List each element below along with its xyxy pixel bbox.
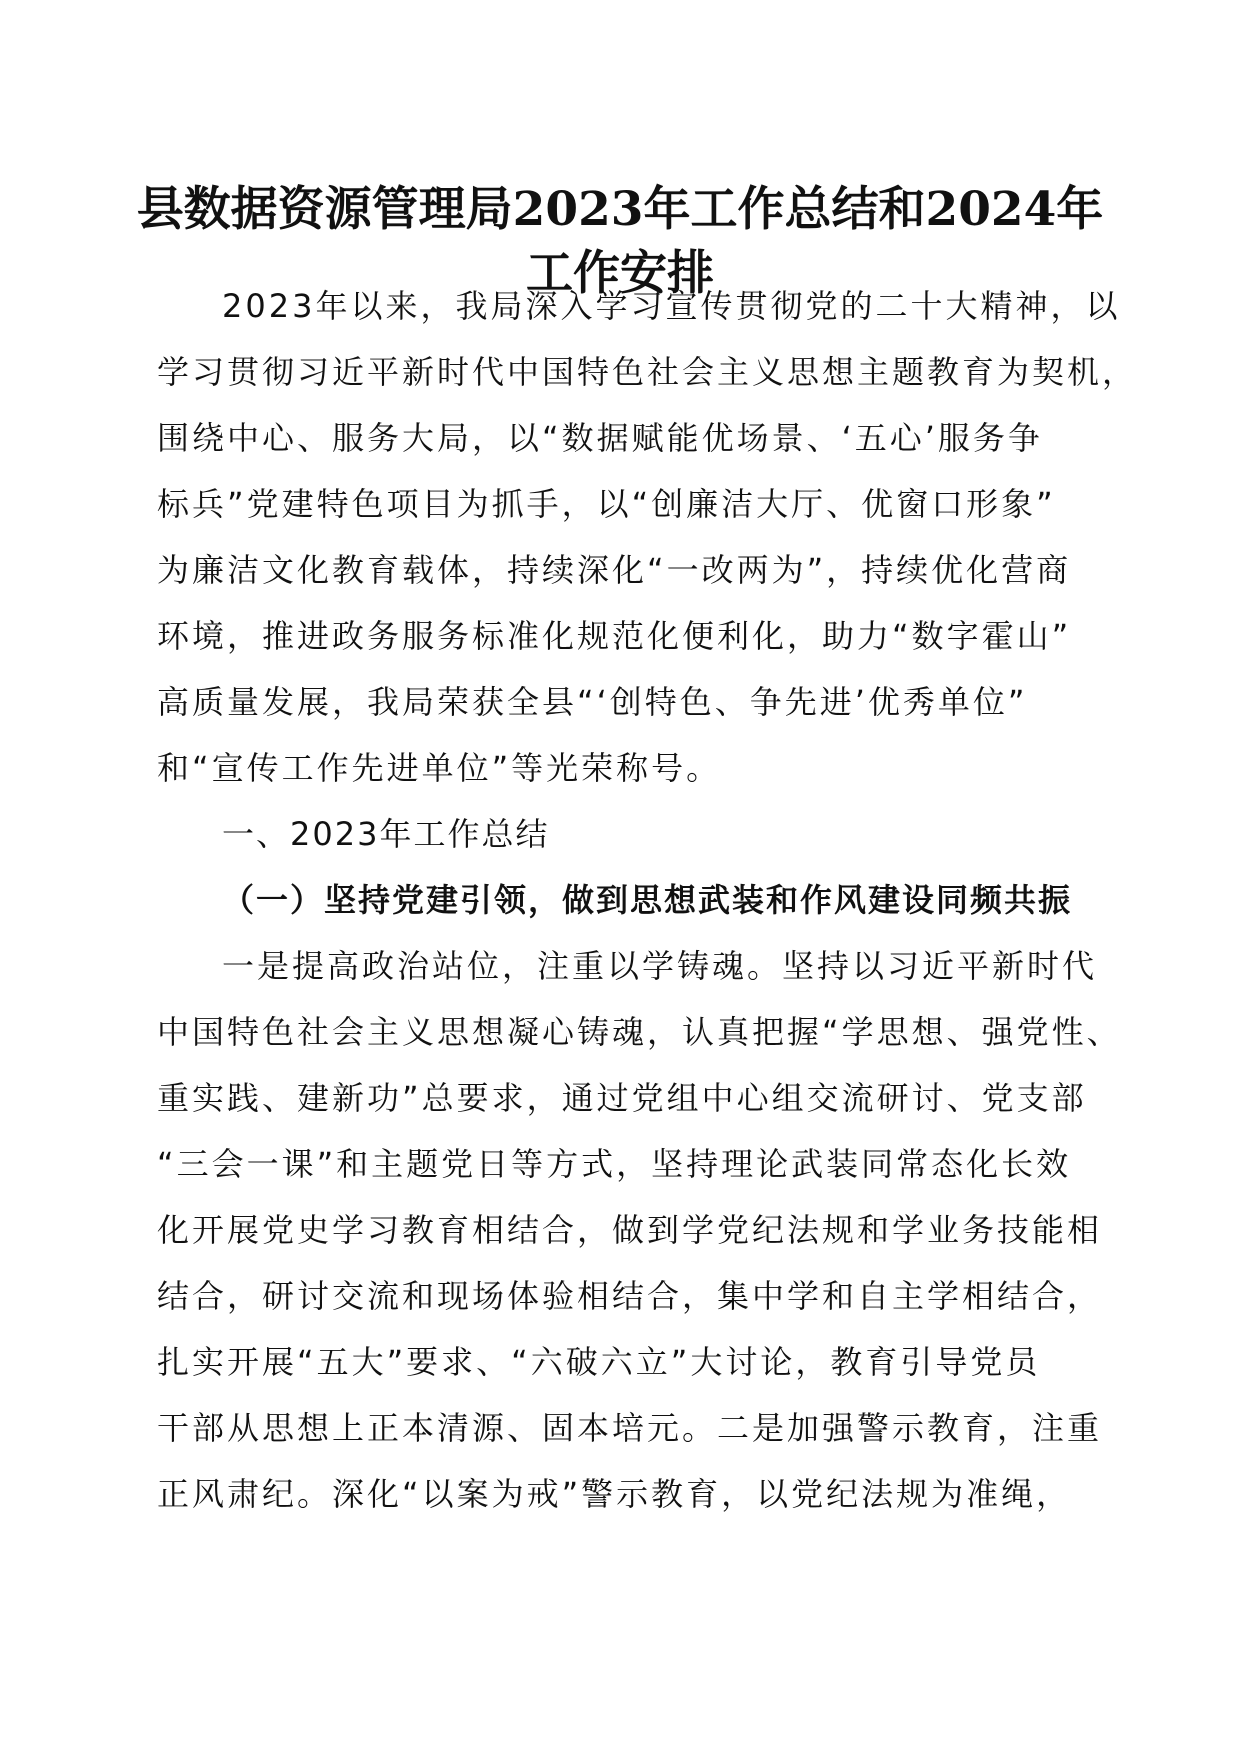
paragraph-line: 和“宣传工作先进单位”等光荣称号。	[157, 749, 722, 787]
document-title-line-2: 工作安排	[526, 246, 714, 301]
paragraph-line: “三会一课”和主题党日等方式，坚持理论武装同常态化长效	[157, 1145, 1072, 1183]
paragraph-line: 扎实开展“五大”要求、“六破六立”大讨论，教育引导党员	[157, 1343, 1041, 1381]
paragraph-line: 结合，研讨交流和现场体验相结合，集中学和自主学相结合，	[157, 1277, 1103, 1315]
paragraph-line: 高质量发展，我局荣获全县“‘创特色、争先进’优秀单位”	[157, 683, 1028, 721]
paragraph-line: 为廉洁文化教育载体，持续深化“一改两为”，持续优化营商	[157, 551, 1072, 589]
paragraph-line: 标兵”党建特色项目为抓手，以“创廉洁大厅、优窗口形象”	[157, 485, 1056, 523]
paragraph-line: 2023年以来，我局深入学习宣传贯彻党的二十大精神，以	[222, 287, 1121, 325]
paragraph-line: 中国特色社会主义思想凝心铸魂，认真把握“学思想、强党性、	[157, 1013, 1122, 1051]
paragraph-line: 一是提高政治站位，注重以学铸魂。坚持以习近平新时代	[222, 947, 1098, 985]
paragraph-line: 重实践、建新功”总要求，通过党组中心组交流研讨、党支部	[157, 1079, 1087, 1117]
paragraph-line: 围绕中心、服务大局，以“数据赋能优场景、‘五心’服务争	[157, 419, 1043, 457]
document-title-line-1: 县数据资源管理局2023年工作总结和2024年	[136, 182, 1104, 237]
paragraph-line: 干部从思想上正本清源、固本培元。二是加强警示教育，注重	[157, 1409, 1103, 1447]
subsection-heading: （一）坚持党建引领，做到思想武装和作风建设同频共振	[222, 881, 1073, 919]
paragraph-line: 环境，推进政务服务标准化规范化便利化，助力“数字霍山”	[157, 617, 1072, 655]
paragraph-line: 化开展党史学习教育相结合，做到学党纪法规和学业务技能相	[157, 1211, 1103, 1249]
paragraph-line: 学习贯彻习近平新时代中国特色社会主义思想主题教育为契机，	[157, 353, 1138, 391]
paragraph-line: 正风肃纪。深化“以案为戒”警示教育，以党纪法规为准绳，	[157, 1475, 1072, 1513]
section-heading: 一、2023年工作总结	[222, 815, 550, 853]
